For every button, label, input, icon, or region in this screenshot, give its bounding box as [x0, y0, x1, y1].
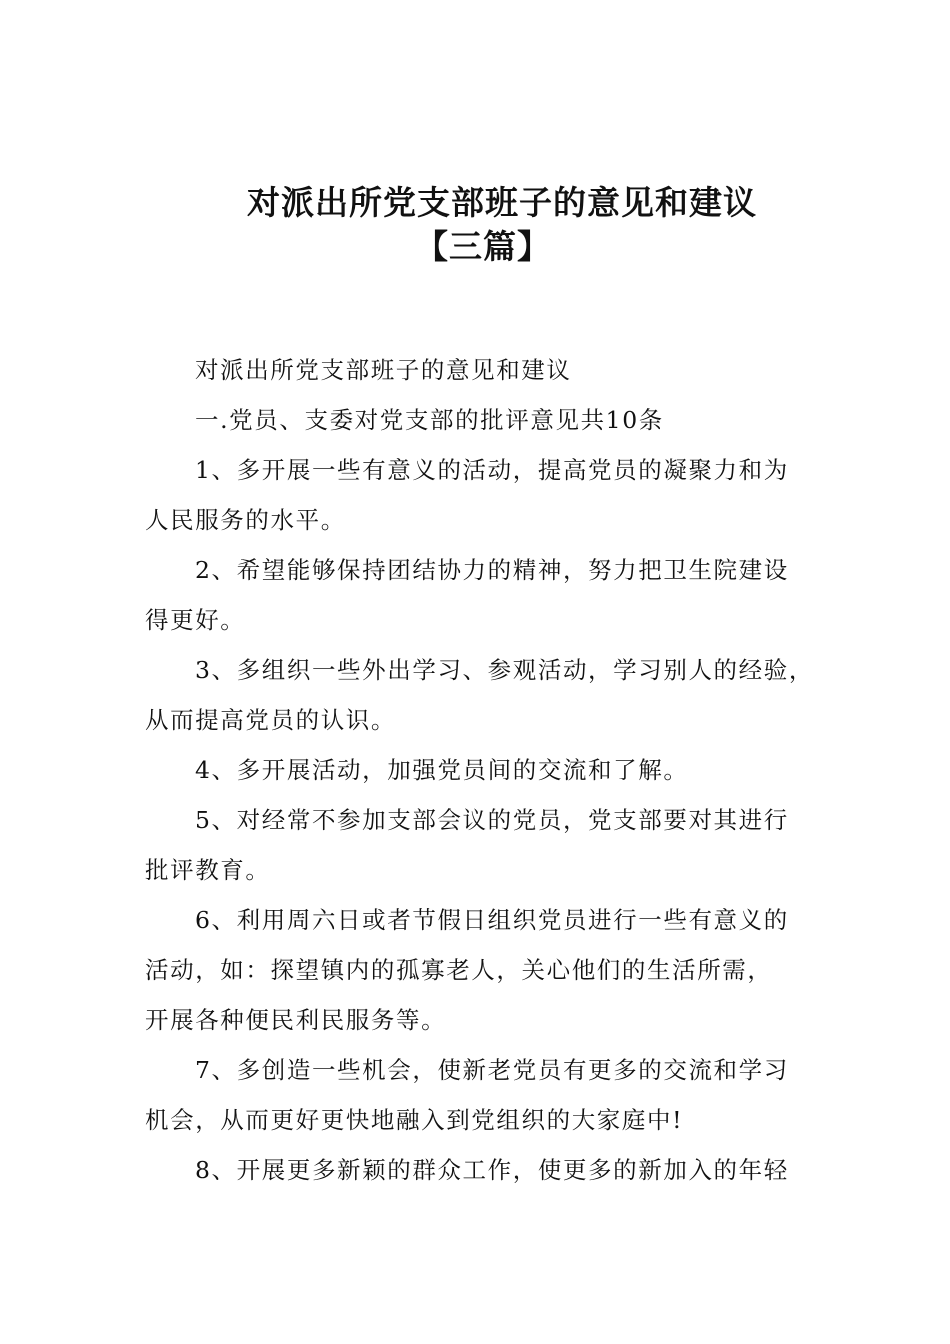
paragraph-line: 从而提高党员的认识。 — [145, 706, 396, 734]
paragraph-line: 5、对经常不参加支部会议的党员，党支部要对其进行 — [195, 806, 789, 834]
document-title: 对派出所党支部班子的意见和建议 — [247, 183, 757, 222]
paragraph-line: 7、多创造一些机会，使新老党员有更多的交流和学习 — [195, 1056, 789, 1084]
document-title-suffix: 【三篇】 — [415, 227, 551, 266]
paragraph-line: 3、多组织一些外出学习、参观活动，学习别人的经验， — [195, 656, 814, 684]
paragraph-line: 1、多开展一些有意义的活动，提高党员的凝聚力和为 — [195, 456, 789, 484]
paragraph-line: 8、开展更多新颖的群众工作，使更多的新加入的年轻 — [195, 1156, 789, 1184]
paragraph-line: 批评教育。 — [145, 856, 271, 884]
paragraph-line: 开展各种便民利民服务等。 — [145, 1006, 447, 1034]
paragraph-line: 机会，从而更好更快地融入到党组织的大家庭中! — [145, 1106, 684, 1134]
section-heading: 一.党员、支委对党支部的批评意见共10条 — [195, 406, 664, 434]
paragraph-line: 6、利用周六日或者节假日组织党员进行一些有意义的 — [195, 906, 789, 934]
body-heading: 对派出所党支部班子的意见和建议 — [195, 356, 572, 384]
paragraph-line: 活动，如：探望镇内的孤寡老人，关心他们的生活所需， — [145, 956, 773, 984]
paragraph-line: 人民服务的水平。 — [145, 506, 346, 534]
paragraph-line: 4、多开展活动，加强党员间的交流和了解。 — [195, 756, 689, 784]
paragraph-line: 2、希望能够保持团结协力的精神，努力把卫生院建设 — [195, 556, 789, 584]
paragraph-line: 得更好。 — [145, 606, 246, 634]
